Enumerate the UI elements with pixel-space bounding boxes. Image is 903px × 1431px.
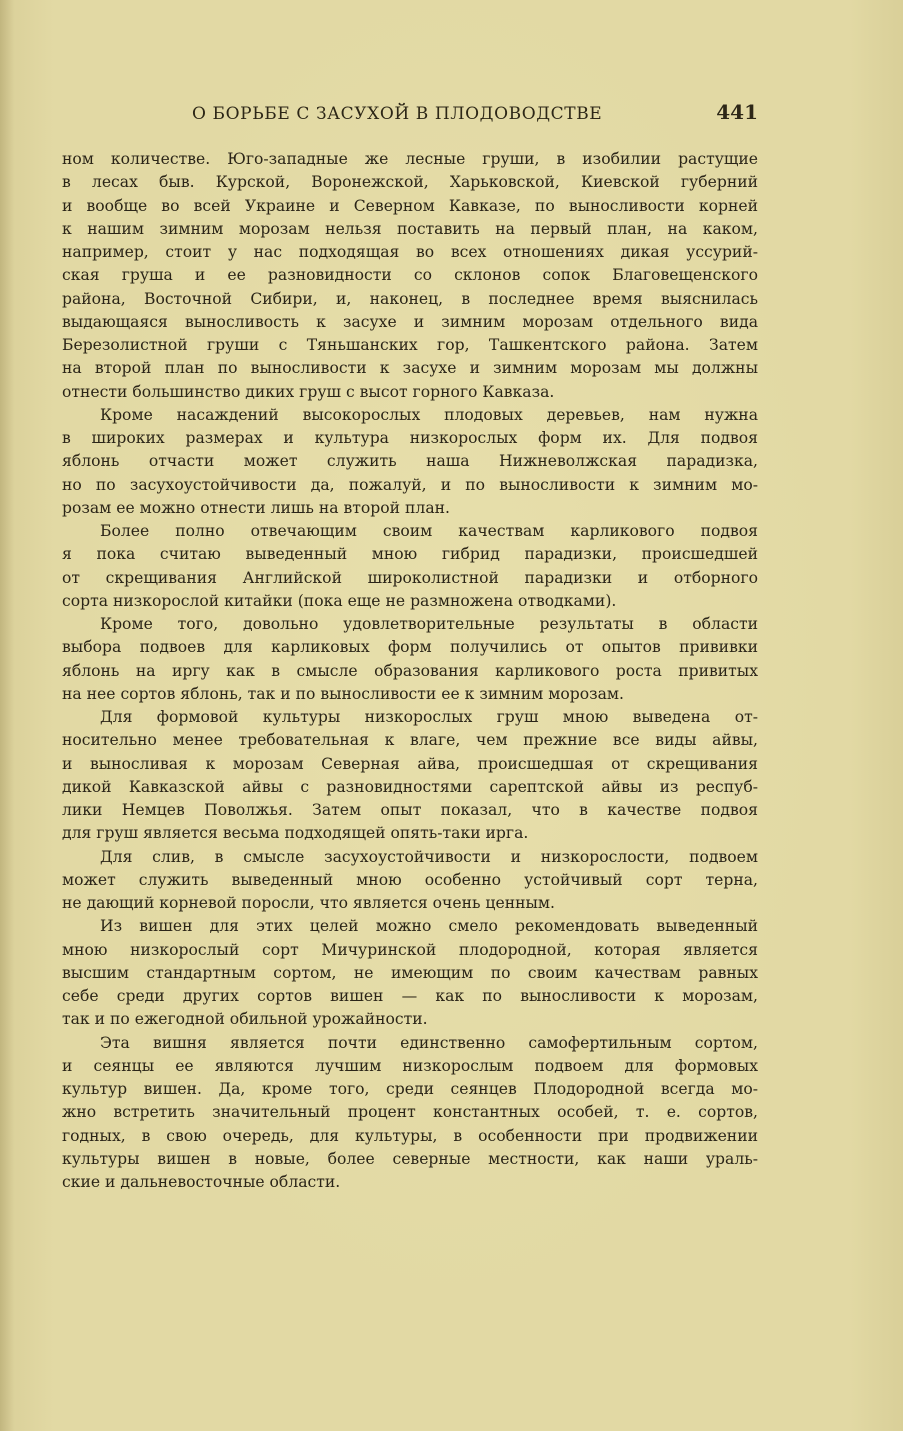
text-line: Более полно отвечающим своим качествам карликового подвоя [100, 522, 758, 540]
text-line: так и по ежегодной обильной урожайности. [62, 1010, 428, 1029]
text-line: ские и дальневосточные области. [62, 1173, 341, 1191]
text-line: яблонь на иргу как в смысле образования карликового роста привитых [62, 661, 758, 680]
text-line: ном количестве. Юго-западные же лесные груши, в изобилии растущие [62, 150, 758, 168]
text-line: Кроме насаждений высокорослых плодовых деревьев, нам нужна [100, 405, 758, 424]
page-header [62, 98, 758, 128]
running-title: О БОРЬБЕ С ЗАСУХОЙ В ПЛОДОВОДСТВЕ [192, 104, 603, 124]
text-line: в широких размерах и культура низкорослых форм их. Для подвоя [62, 429, 758, 447]
text-line: культуры вишен в новые, более северные местности, как наши ураль- [62, 1149, 758, 1168]
paragraph [62, 148, 758, 404]
text-line: к нашим зимним морозам нельзя поставить на первый план, на каком, [62, 219, 758, 238]
text-line: культур вишен. Да, кроме того, среди сеянцев Плодородной всегда мо- [62, 1080, 758, 1098]
text-line: Из вишен для этих целей можно смело рекомендовать выведенный [100, 917, 758, 936]
text-line: высшим стандартным сортом, не имеющим по своим качествам равных [62, 963, 758, 982]
text-line: Березолистной груши с Тяньшанских гор, Ташкентского района. Затем [62, 336, 758, 354]
paragraph [62, 613, 758, 706]
text-line: может служить выведенный мною особенно устойчивый сорт терна, [62, 870, 758, 889]
text-line: например, стоит у нас подходящая во всех отношениях дикая уссурий- [62, 243, 758, 261]
text-line: в лесах быв. Курской, Воронежской, Харьковской, Киевской губерний [62, 173, 758, 192]
paragraph [62, 846, 758, 916]
paragraph [62, 404, 758, 520]
text-line: от скрещивания Английской широколистной парадизки и отборного [62, 568, 758, 587]
text-line: мною низкорослый сорт Мичуринской плодородной, которая является [62, 940, 758, 959]
text-line: Эта вишня является почти единственно самофертильным сортом, [100, 1033, 758, 1052]
text-line: района, Восточной Сибири, и, наконец, в последнее время выяснилась [62, 289, 758, 308]
text-line: для груш является весьма подходящей опять-таки ирга. [62, 824, 529, 843]
text-line: годных, в свою очередь, для культуры, в особенности при продвижении [62, 1126, 758, 1145]
page-spine-shadow [0, 0, 14, 1431]
text-line: и вообще во всей Украине и Северном Кавказе, по выносливости корней [62, 196, 758, 215]
text-line: ская груша и ее разновидности со склонов сопок Благовещенского [62, 266, 758, 285]
text-line: жно встретить значительный процент константных особей, т. е. сортов, [62, 1103, 758, 1122]
paragraph [62, 520, 758, 613]
text-line: дикой Кавказской айвы с разновидностями сарептской айвы из респуб- [62, 777, 758, 796]
text-line: яблонь отчасти может служить наша Нижневолжская парадизка, [62, 452, 758, 471]
text-line: и сеянцы ее являются лучшим низкорослым подвоем для формовых [62, 1056, 758, 1075]
text-line: не дающий корневой поросли, что является очень ценным. [62, 894, 555, 912]
text-line: себе среди других сортов вишен — как по выносливости к морозам, [62, 987, 758, 1005]
text-line: на второй план по выносливости к засухе и зимним морозам мы должны [62, 359, 758, 378]
text-line: Для слив, в смысле засухоустойчивости и низкорослости, подвоем [100, 847, 758, 866]
text-line: Для формовой культуры низкорослых груш мною выведена от- [100, 708, 758, 726]
text-line: я пока считаю выведенный мною гибрид парадизки, происшедшей [62, 545, 758, 564]
text-line: Кроме того, довольно удовлетворительные результаты в области [100, 615, 758, 633]
text-line: розам ее можно отнести лишь на второй план. [62, 498, 450, 517]
text-line: носительно менее требовательная к влаге, чем прежние все виды айвы, [62, 731, 758, 750]
paragraph [62, 915, 758, 1031]
text-line: на нее сортов яблонь, так и по выносливости ее к зимним морозам. [62, 684, 625, 703]
text-line: но по засухоустойчивости да, пожалуй, и по выносливости к зимним мо- [62, 475, 758, 494]
page-number: 441 [716, 100, 758, 124]
text-line: выдающаяся выносливость к засухе и зимним морозам отдельного вида [62, 312, 758, 331]
paragraph [62, 706, 758, 846]
paragraph [62, 1032, 758, 1195]
text-line: отнести большинство диких груш с высот горного Кавказа. [62, 382, 555, 401]
text-line: и выносливая к морозам Северная айва, происшедшая от скрещивания [62, 754, 758, 773]
body-text [62, 148, 758, 1194]
text-line: выбора подвоев для карликовых форм получились от опытов прививки [62, 638, 758, 657]
text-line: лики Немцев Поволжья. Затем опыт показал, что в качестве подвоя [62, 801, 758, 819]
text-line: сорта низкорослой китайки (пока еще не размножена отводками). [62, 591, 617, 610]
